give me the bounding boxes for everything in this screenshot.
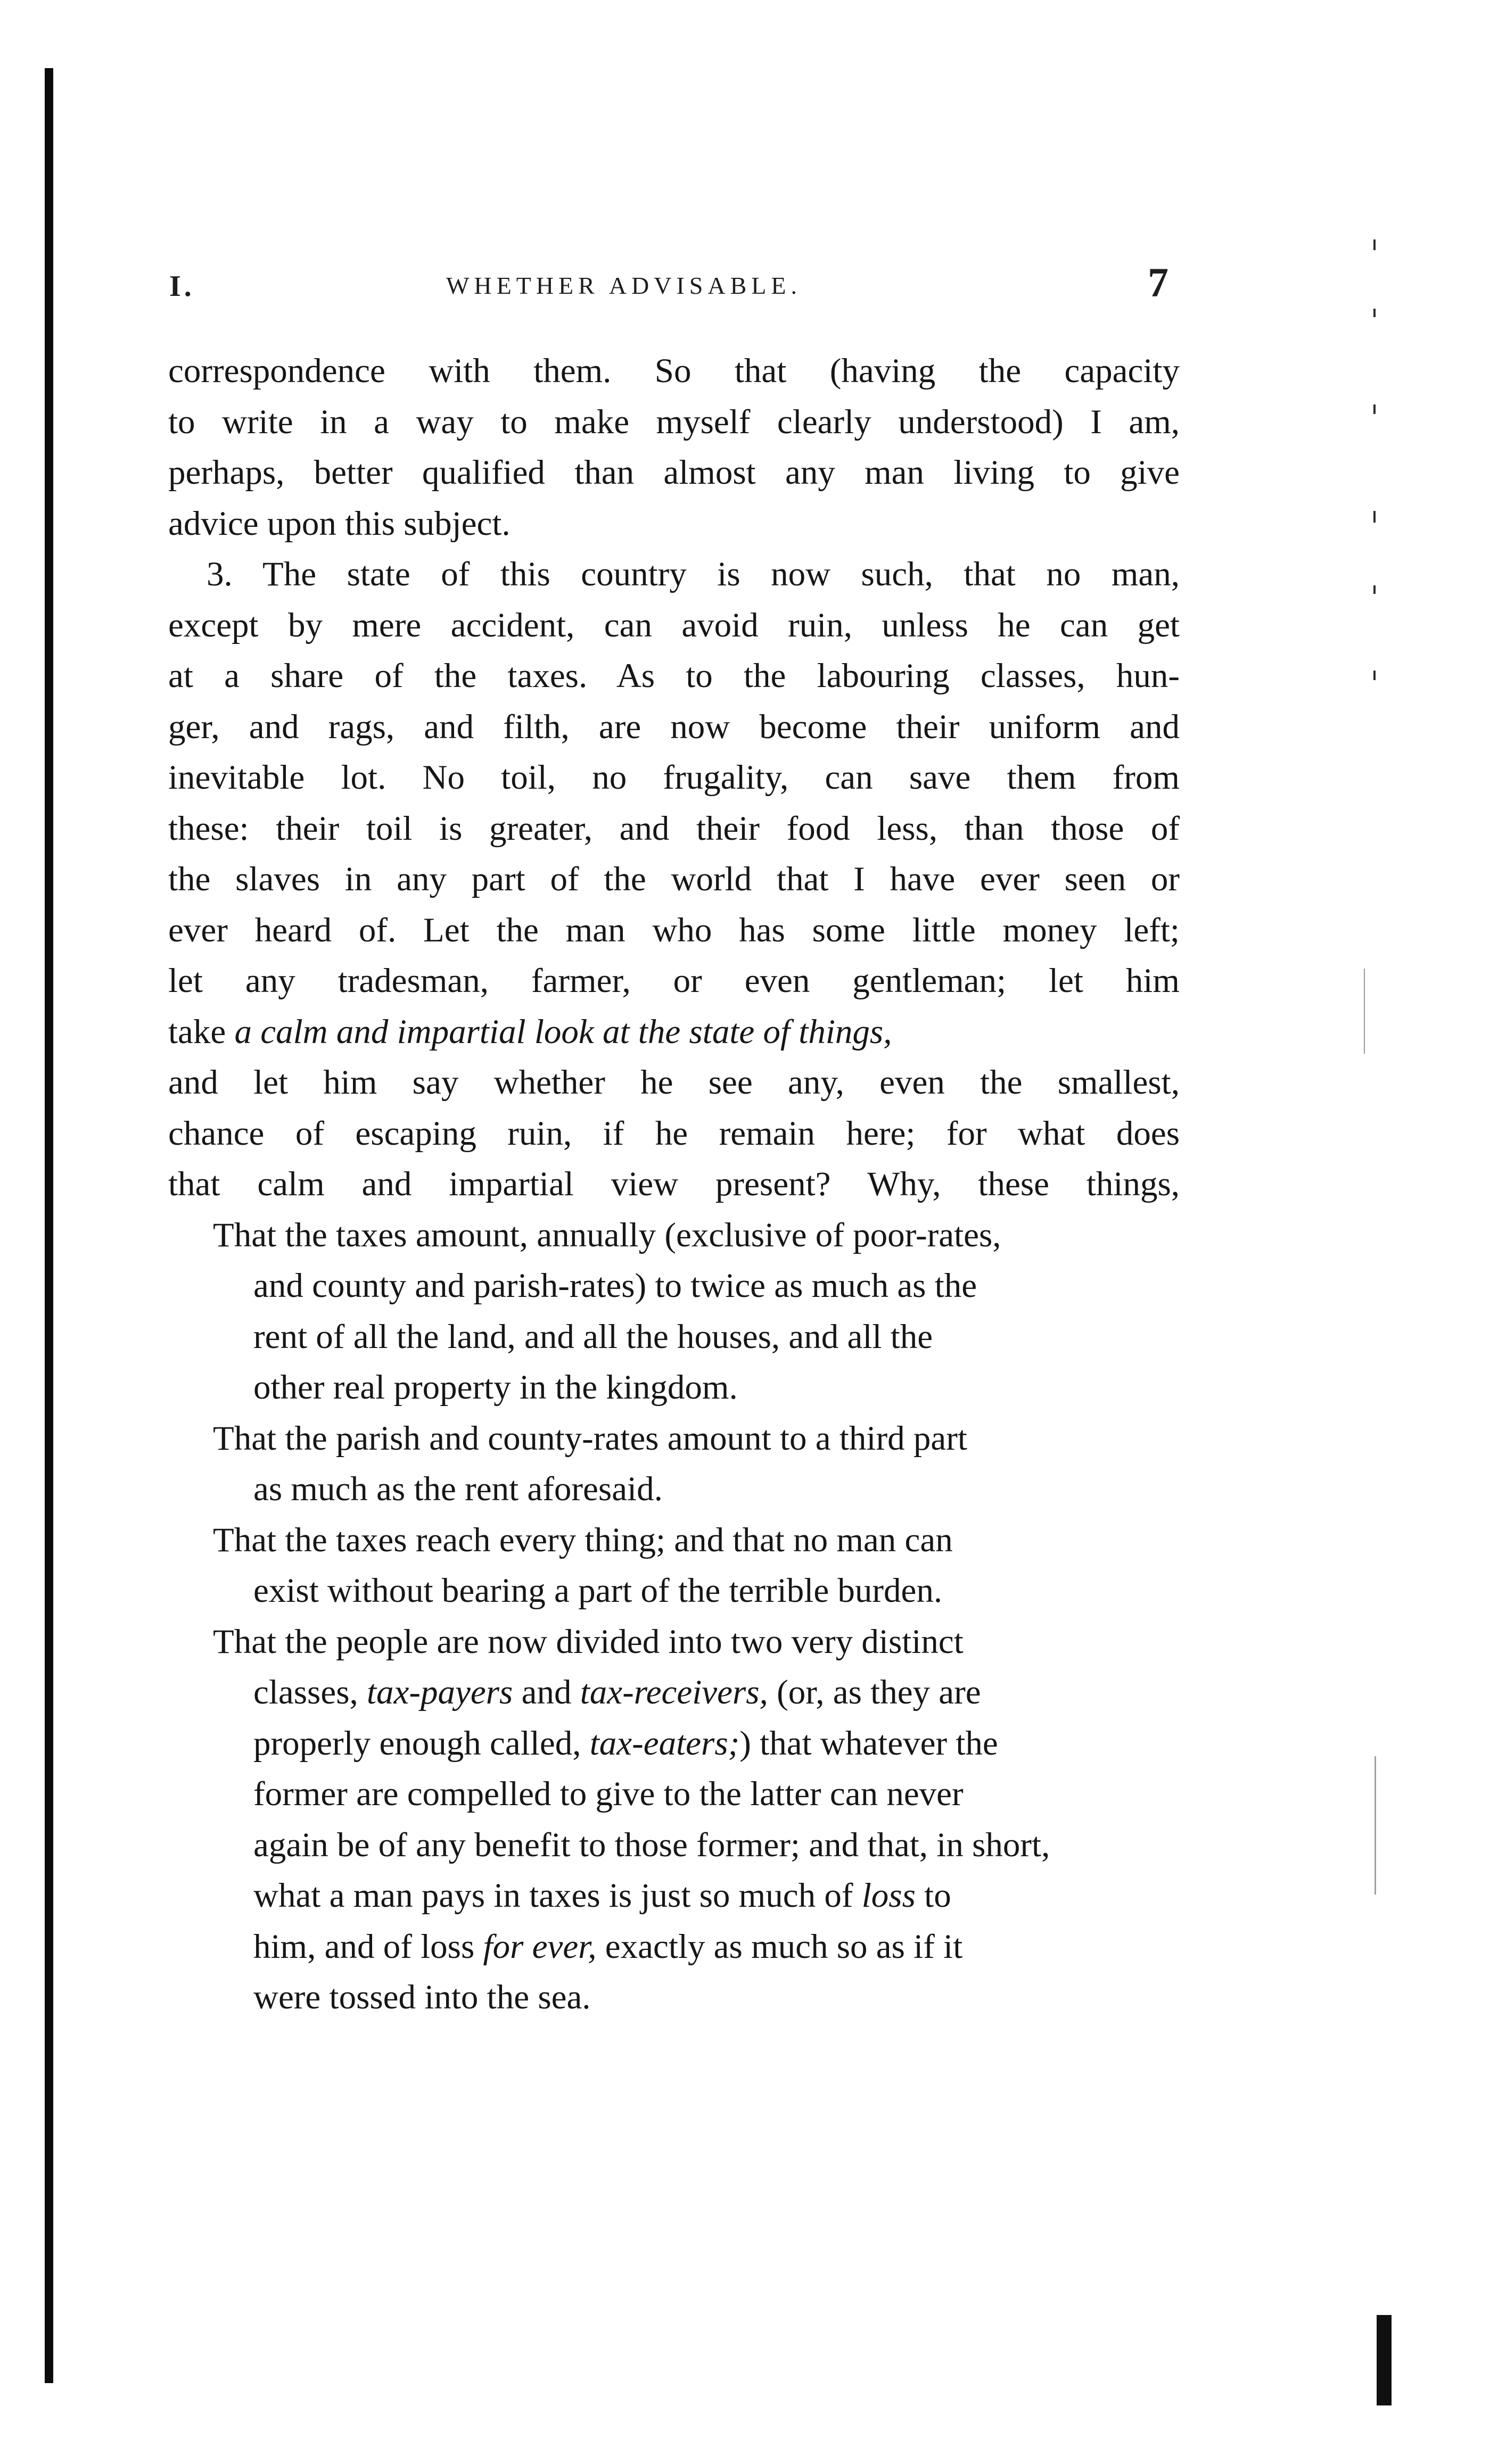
- text-line: these: their toil is greater, and their food less, than those of: [168, 809, 1180, 848]
- text-line: ever heard of. Let the man who has some little money left;: [168, 911, 1180, 949]
- text-line: That the people are now divided into two very distinct: [213, 1622, 964, 1661]
- text-line: [168, 1718, 1180, 1770]
- italic-phrase: loss: [861, 1876, 916, 1915]
- margin-mark: [1373, 511, 1376, 523]
- running-title: WHETHER ADVISABLE.: [446, 272, 802, 299]
- text-line: 3. The state of this country is now such, that no man,: [207, 555, 1180, 593]
- text-fragment: what a man pays in taxes is just so much of: [253, 1876, 862, 1915]
- text-line: advice upon this subject.: [168, 504, 511, 543]
- margin-mark: [1373, 309, 1376, 317]
- list-item: [168, 1210, 1180, 1413]
- text-line: to write in a way to make myself clearly understood) I am,: [168, 402, 1180, 441]
- margin-mark: [1373, 239, 1376, 250]
- enumerated-list: [168, 1210, 1180, 2023]
- text-line: That the taxes reach every thing; and that no man can: [213, 1520, 953, 1559]
- margin-mark: [1373, 671, 1376, 680]
- text-line: other real property in the kingdom.: [253, 1368, 738, 1407]
- text-line: [168, 1871, 1180, 1922]
- text-line: That the parish and county-rates amount to a third part: [213, 1419, 967, 1458]
- text-fragment: take: [168, 1012, 235, 1051]
- italic-phrase: a calm and impartial look at the state of things,: [234, 1012, 892, 1051]
- italic-phrase: tax-eaters;: [589, 1724, 740, 1763]
- text-fragment: exactly as much so as if it: [596, 1927, 963, 1966]
- paragraph: [168, 346, 1180, 549]
- margin-mark: [1364, 969, 1365, 1054]
- page-number: 7: [1148, 259, 1172, 305]
- text-line: correspondence with them. So that (having the capacity: [168, 352, 1180, 390]
- text-line: former are compelled to give to the latter can never: [253, 1775, 964, 1813]
- text-line: and let him say whether he see any, even the smallest,: [168, 1063, 1180, 1102]
- text-line: were tossed into the sea.: [253, 1978, 591, 2016]
- text-line: as much as the rent aforesaid.: [253, 1470, 663, 1508]
- page-header: [169, 259, 1172, 313]
- text-line: perhaps, better qualified than almost any man living to give: [168, 453, 1180, 492]
- text-line: rent of all the land, and all the houses, and all the: [253, 1317, 933, 1356]
- binding-edge: [45, 68, 53, 2383]
- text-fragment: to: [915, 1876, 951, 1915]
- chapter-number: I.: [169, 270, 195, 303]
- italic-phrase: tax-receivers,: [580, 1673, 768, 1711]
- list-item: [168, 1617, 1180, 2023]
- text-line: [168, 1667, 1180, 1718]
- text-line: That the taxes amount, annually (exclusive of poor-rates,: [213, 1216, 1001, 1254]
- text-line: ger, and rags, and filth, are now become their uniform and: [168, 707, 1180, 746]
- bleed-through-margin: [1356, 106, 1394, 2448]
- text-line: except by mere accident, can avoid ruin, unless he can get: [168, 606, 1180, 644]
- body-text: [168, 346, 1180, 2023]
- italic-phrase: tax-payers: [367, 1673, 513, 1711]
- text-fragment: ) that whatever the: [739, 1724, 998, 1763]
- list-item: [168, 1413, 1180, 1515]
- text-line: the slaves in any part of the world that I have ever seen or: [168, 860, 1180, 898]
- text-line: and county and parish-rates) to twice as much as the: [253, 1267, 977, 1305]
- margin-mark: [1373, 404, 1376, 414]
- list-item: [168, 1515, 1180, 1617]
- text-line: exist without bearing a part of the terrible burden.: [253, 1572, 943, 1610]
- paragraph-3: [168, 549, 1180, 1210]
- text-fragment: classes,: [253, 1673, 367, 1711]
- text-line: again be of any benefit to those former; and that, in short,: [253, 1825, 1050, 1864]
- italic-phrase: for ever,: [483, 1927, 597, 1966]
- margin-mark: [1373, 585, 1376, 594]
- text-line: that calm and impartial view present? Why, these things,: [168, 1165, 1180, 1203]
- text-line: let any tradesman, farmer, or even gentleman; let him: [168, 962, 1180, 1000]
- margin-mark: [1377, 2315, 1392, 2405]
- margin-mark: [1374, 1756, 1376, 1895]
- text-fragment: and: [513, 1673, 580, 1711]
- text-line: chance of escaping ruin, if he remain here; for what does: [168, 1114, 1180, 1153]
- text-line: [168, 1922, 1180, 1973]
- text-line: [168, 1007, 1180, 1058]
- text-fragment: him, and of loss: [253, 1927, 483, 1966]
- text-line: inevitable lot. No toil, no frugality, can save them from: [168, 758, 1180, 797]
- text-fragment: properly enough called,: [253, 1724, 590, 1763]
- text-fragment: (or, as they are: [768, 1673, 981, 1711]
- text-line: at a share of the taxes. As to the labouring classes, hun-: [168, 657, 1180, 695]
